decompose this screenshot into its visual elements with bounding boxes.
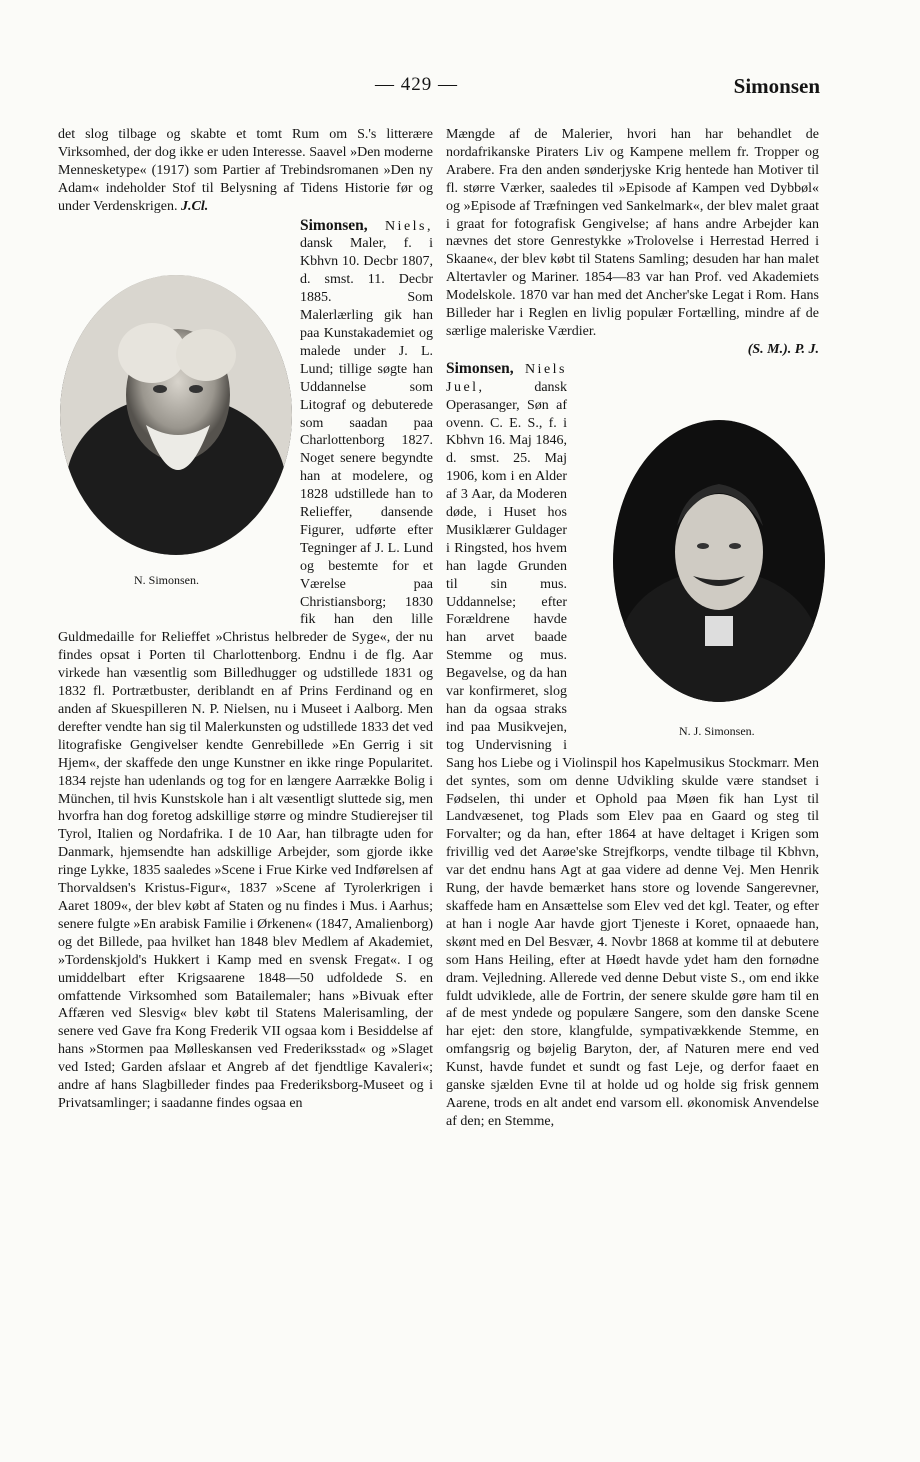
portrait-illustration <box>60 275 292 555</box>
entry-name: Niels, <box>384 218 433 234</box>
entry-text-start: dansk Maler, f. i Kbhvn 10. Decbr 1807, d. smst. 11. Decbr 1885. Som Malerlærling gik han paa Kunstakademiet og malede under J. L. Lund; tillige søgte han Uddannelse som Litograf og debuterede som saadan paa Charlottenborg 1827. Noget senere begyndte han at modelere, og 1828 udstillede han to Relieffer, dansende Figurer, udførte efter Tegninger af J. L. Lund og bestemte for et Værelse paa Christiansborg; 1830 fik han den lille Guldmedaille for Relieffet »Christus helbreder de Syge«, der nu findes opsat i Porten til Charlottenborg. Endnu i de flg. Aar virkede han væsentlig som Billedhugger og udstillede 1831 og 1832 fl. Portrætbuster, deriblandt en af Prins Ferdinand og en anden af Skuespilleren N. P. Nielsen, nu i Museet i Aalborg. Men derefter vendte han sig til Malerkunsten og udstillede 1833 det ved litografiske Gengivelser kendte Genrebillede »En Gerrig i sit Hjem«, der skaffede den unge Kunstner en ikke ringe Popularitet. 1834 rejste han udenlands og tog for en længere Aarrække Bolig i München, til hvis Kunstskole han i alt væsentligt sluttede sig, men hvorfra han dog foretog adskillige større og mindre Studierejser til Tyrol, Italien og Nordafrika. I de 10 Aar, han tilbragte uden for Danmark, hjemsendte han adskillige Arbejder, som gjorde ikke ringe Lykke, 1835 saaledes »Scene i Frue Kirke ved Indførelsen af Thorvaldsen's Kristus-Figur«, 1837 »Scene af Tyrolerkrigen i Aaret 1809«, der blev købt af Staten og nu findes i Mus. i Aarhus; senere fulgte »En arabisk Familie i Ørkenen« (1847, Amalienborg) og det Billede, paa hvilket han 1848 blev Medlem af Akademiet, »Tordenskjold's Hukkert i Kamp med en svensk Fregat«. I og umiddelbart efter Krigsaarene 1848—50 udfoldede S. en omfattende Virksomhed som Batailemaler; hans »Bivuak efter Affæren ved Slesvig« blev købt til Statens Malerisamling, der senere ved Gave fra Kong Frederik VII ogsaa kom i Besiddelse af hans »Stormen paa Mølleskansen ved Frederiksstad« og »Slaget ved Isted; Garden afslaar et Angreb af det fjendtlige Kavaleri«; andre af hans Slagbilleder findes paa Frederiksborg-Museet og i Privatsamlinger; i saadanne findes ogsaa en <box>58 236 433 1111</box>
paragraph-continuation: Mængde af de Malerier, hvori han har behandlet de nordafrikanske Piraters Liv og Kampene mellem fr. Tropper og Arabere. Fra den anden sønderjyske Krig hentede han Motiver til fl. større Værker, saaledes til »Episode af Kampen ved Dybbøl« og »Episode af Træfningen ved Sankelmark«, der blev malet graat i graat for fotografisk Gengivelse; af hans andre Arbejder kan nævnes det store Genrestykke »Trolovelse i Herrestad Herred i Skaane«, der blev købt til Statens Samling; desuden har han malet Altertavler og Mariner. 1854—83 var han Prof. ved Akademiets Modelskole. 1870 var han med det Ancher'ske Legat i Rom. Hans Billeder har i Reglen en livlig populær Fortælling, mindre af de særlige maleriske Værdier. <box>446 127 819 339</box>
author-signature: (S. M.). P. J. <box>747 341 819 357</box>
portrait-illustration <box>613 420 825 702</box>
portrait-image <box>613 420 825 702</box>
portrait-niels-juel-simonsen <box>613 420 827 738</box>
author-signature-line <box>446 341 819 359</box>
entry-name: Niels Juel, <box>446 361 567 395</box>
author-signature: J.Cl. <box>181 198 209 214</box>
portrait-niels-simonsen <box>60 275 296 587</box>
portrait-caption: N. Simonsen. <box>134 572 200 587</box>
entry-text: dansk Operasanger, Søn af ovenn. C. E. S., f. i Kbhvn 16. Maj 1846, d. smst. 25. Maj 1906, kom i en Alder af 3 Aar, da Moderen døde, i Huset hos Musiklærer Guldager i Ringsted, hos hvem han lagde Grunden til sin mus. Uddannelse; efter Forældrene havde han arvet baade Stemme og mus. Begavelse, og da han var konfirmeret, slog han da ogsaa straks ind paa Musikvejen, tog Undervisning i Sang hos Liebe og i Violinspil hos Kapelmusikus Stockmarr. Men det syntes, som om denne Udvikling skulde være standset i Fødselen, thi under et Ophold paa Møen fik han Lyst til Landvæsenet, tog Plads som Elev paa en Gaard og steg til Forvalter; og da han, efter 1864 at have deltaget i Krigen som frivillig ved det Aarøe'ske Strejfkorps, vendte tilbage til Kbhvn, var det endnu hans Agt at gaa videre ad denne Vej. Men Henrik Rung, der havde bemærket hans store og lovende Sangerevner, skaffede ham en Ansættelse som Elev ved det kgl. Teater, og efter at han i nogle Aar havde gjort Tjeneste i Koret, opnaaede han, skønt med en Del Besvær, 4. Novbr 1868 at komme til at debutere som Hans Heiling, efter at Høedt havde ydet ham den fornødne dram. Vejledning. Allerede ved denne Debut viste S., om end ikke fuldt udviklede, alle de Fortrin, der senere skulde gøre ham til en af de mest yndede og populære Sangere, som den danske Scene har ejet: den store, klangfulde, sympativækkende Stemme, en omfangsrig og bøjelig Baryton, der, af Naturen mere end ved Kunst, havde fundet et sundt og fast Leje, og derfor faaet en ganske sjælden Evne til at holde ud og holde sig frisk gennem Aarene, trods en alt andet end varsom ell. økonomisk Anvendelse af den; en Stemme, <box>446 379 819 1129</box>
paragraph-continuation: det slog tilbage og skabte et tomt Rum om S.'s litterære Virksomhed, der dog ikke er uden Interesse. Saavel »Den moderne Mennesketype« (1917) som Partier af Trebindsromanen »Den ny Adam« indeholder Stof til Belysning af Tidens Historie før og under Verdenskrigen. J.Cl. <box>58 127 433 214</box>
portrait-caption: N. J. Simonsen. <box>679 723 755 738</box>
running-head: Simonsen <box>733 74 820 98</box>
entry-lemma: Simonsen, <box>300 216 368 234</box>
page-number: — 429 — <box>375 74 458 95</box>
entry-lemma: Simonsen, <box>446 359 514 377</box>
portrait-image <box>60 275 292 555</box>
